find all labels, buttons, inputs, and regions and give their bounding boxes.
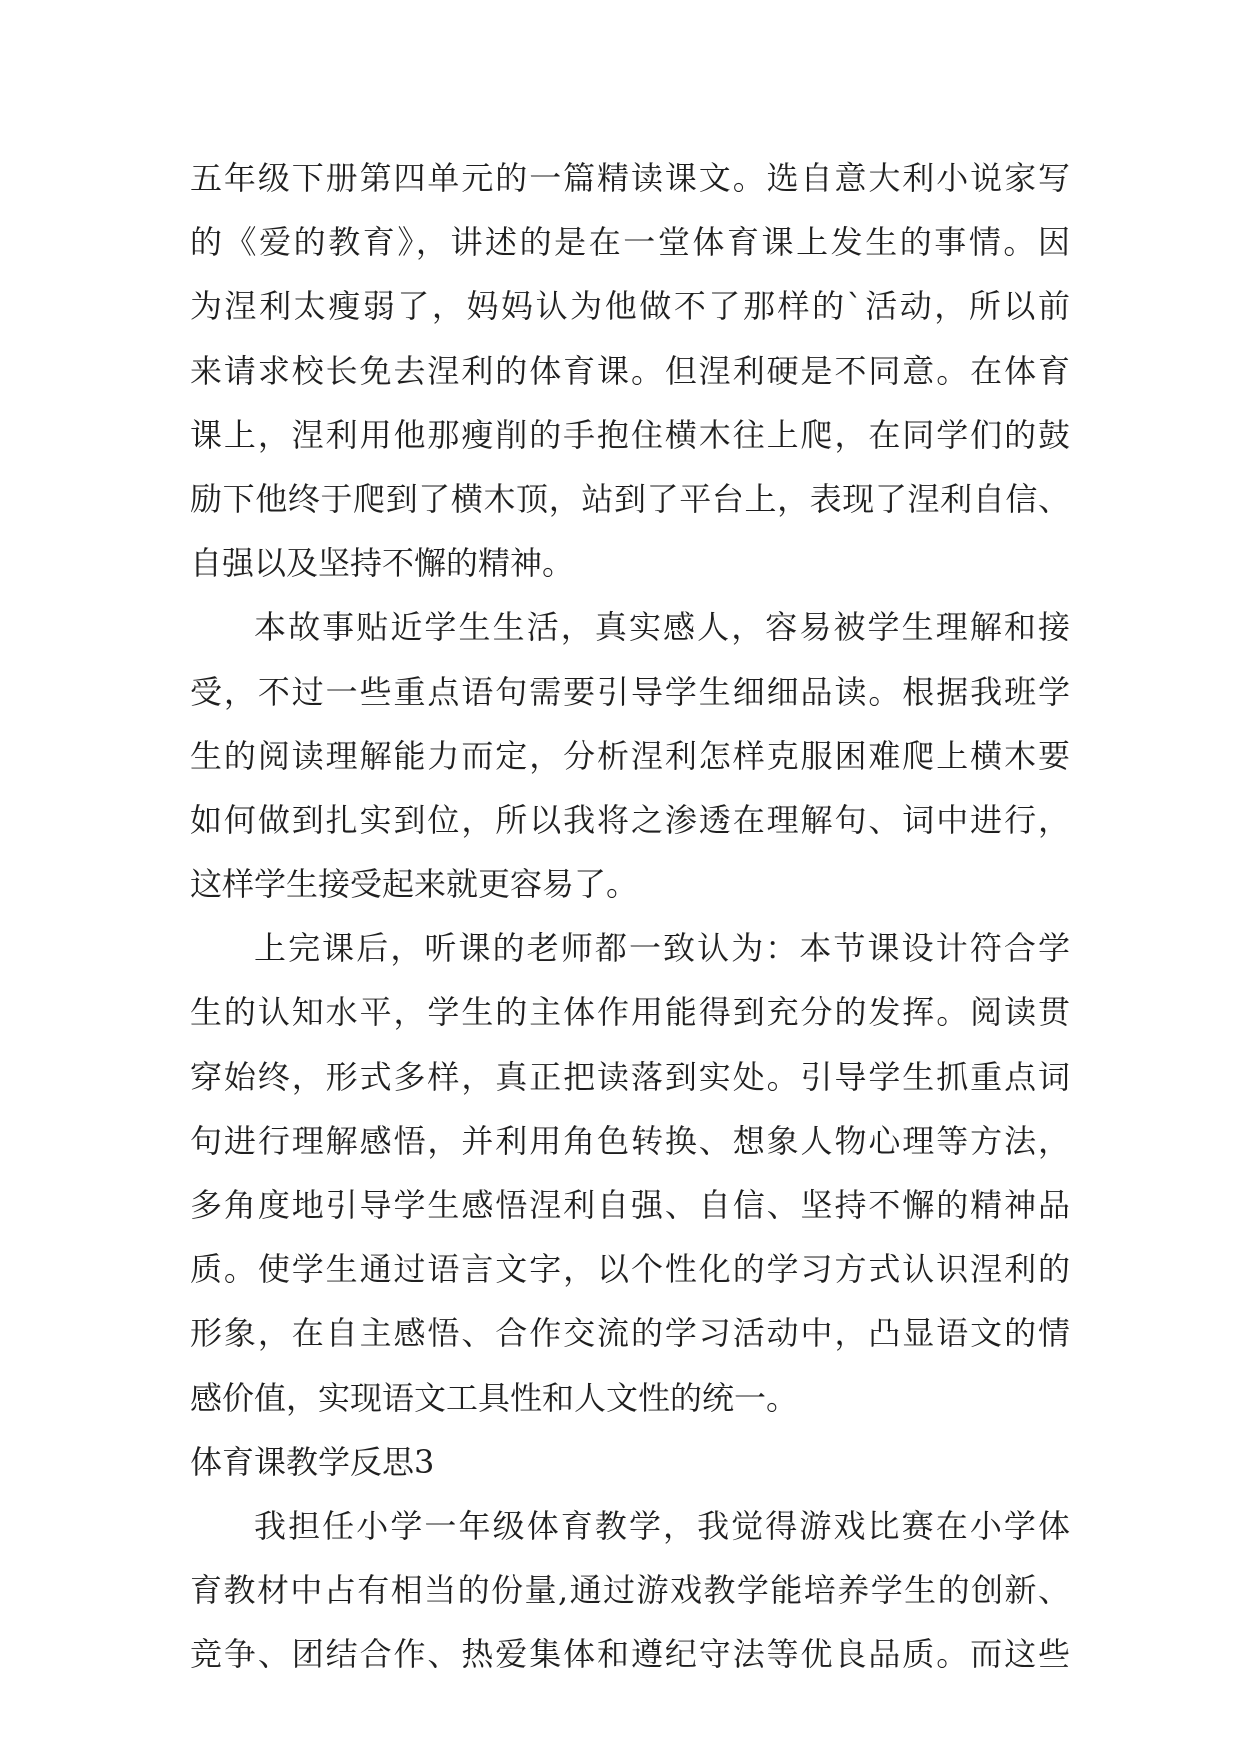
text-line: 励下他终于爬到了横木顶，站到了平台上，表现了涅利自信、 [190, 479, 1070, 518]
text-line: 的《爱的教育》，讲述的是在一堂体育课上发生的事情。因 [190, 223, 1070, 262]
text-line: 为涅利太瘦弱了，妈妈认为他做不了那样的`活动，所以前 [190, 287, 1070, 326]
text-line: 生的阅读理解能力而定，分析涅利怎样克服困难爬上横木要 [190, 736, 1070, 775]
text-line: 上完课后，听课的老师都一致认为：本节课设计符合学 [254, 929, 1070, 968]
text-line: 竞争、团结合作、热爱集体和遵纪守法等优良品质。而这些 [190, 1635, 1070, 1674]
document-body [190, 146, 1070, 1687]
text-line: 五年级下册第四单元的一篇精读课文。选自意大利小说家写 [190, 159, 1070, 197]
paragraph-4 [190, 1494, 1070, 1687]
text-line: 多角度地引导学生感悟涅利自强、自信、坚持不懈的精神品 [190, 1186, 1070, 1224]
section-heading: 体育课教学反思3 [190, 1442, 435, 1481]
text-line: 我担任小学一年级体育教学，我觉得游戏比赛在小学体 [254, 1506, 1070, 1545]
text-line: 质。使学生通过语言文字，以个性化的学习方式认识涅利的 [190, 1250, 1070, 1289]
text-line: 感价值，实现语文工具性和人文性的统一。 [190, 1378, 799, 1417]
paragraph-3 [190, 916, 1070, 1430]
text-line: 句进行理解感悟，并利用角色转换、想象人物心理等方法， [190, 1121, 1070, 1160]
text-line: 自强以及坚持不懈的精神。 [190, 544, 575, 583]
text-line: 这样学生接受起来就更容易了。 [190, 865, 639, 904]
text-line: 受，不过一些重点语句需要引导学生细细品读。根据我班学 [190, 672, 1070, 711]
text-line: 来请求校长免去涅利的体育课。但涅利硬是不同意。在体育 [190, 351, 1070, 390]
text-line: 生的认知水平，学生的主体作用能得到充分的发挥。阅读贯 [190, 993, 1070, 1032]
text-line: 育教材中占有相当的份量,通过游戏教学能培养学生的创新、 [190, 1571, 1070, 1610]
text-line: 本故事贴近学生生活，真实感人，容易被学生理解和接 [254, 608, 1070, 647]
paragraph-1 [190, 146, 1070, 595]
text-line: 如何做到扎实到位，所以我将之渗透在理解句、词中进行， [190, 800, 1070, 839]
paragraph-2 [190, 595, 1070, 916]
text-line: 穿始终，形式多样，真正把读落到实处。引导学生抓重点词 [190, 1057, 1070, 1096]
text-line: 课上，涅利用他那瘦削的手抱住横木往上爬，在同学们的鼓 [190, 415, 1070, 454]
text-line: 形象，在自主感悟、合作交流的学习活动中，凸显语文的情 [190, 1314, 1070, 1353]
